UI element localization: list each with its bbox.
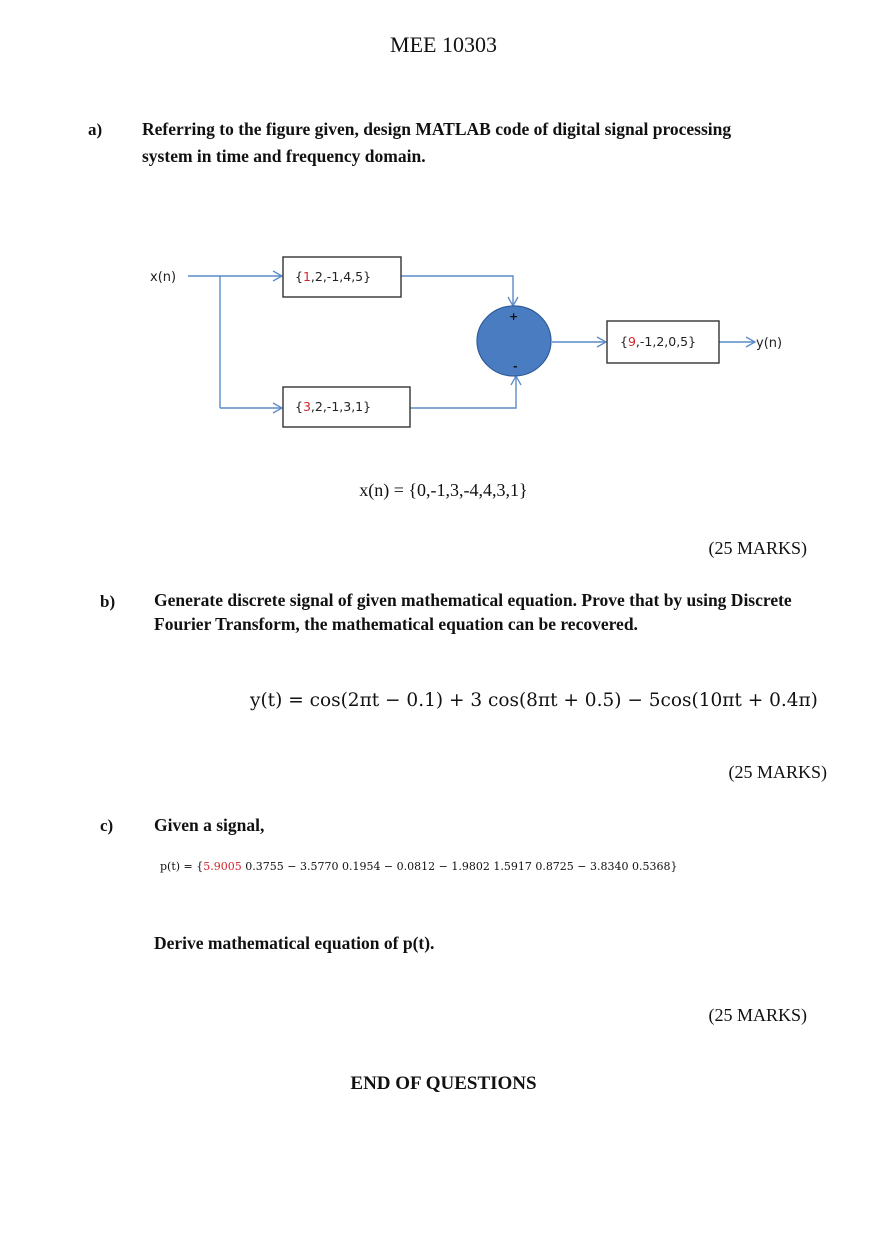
output-filter-coefficients: {9,-1,2,0,5} (620, 334, 697, 349)
output-y-label: y(n) (756, 336, 783, 351)
question-a-line-1: Referring to the figure given, design MATLAB code of digital signal processing (142, 119, 732, 139)
question-b-line-2: Fourier Transform, the mathematical equation can be recovered. (154, 614, 638, 634)
sum-minus-sign: - (513, 360, 518, 373)
bottom-filter-first: 3 (302, 399, 311, 414)
end-of-questions: END OF QUESTIONS (350, 1073, 537, 1094)
question-c-marks: (25 MARKS) (708, 1005, 807, 1025)
block-diagram (0, 240, 887, 450)
signal-p-values: 0.3755 − 3.5770 0.1954 − 0.0812 − 1.9802 1.5917 0.8725 − 3.8340 0.5368} (241, 860, 678, 873)
output-filter-first: 9 (627, 334, 636, 349)
bottom-filter-rest: ,2,-1,3,1} (310, 399, 372, 414)
bottom-filter-coefficients: {3,2,-1,3,1} (295, 399, 372, 414)
question-b-label: b) (100, 592, 116, 611)
question-a-label: a) (88, 120, 103, 139)
question-c-label: c) (100, 816, 114, 835)
question-a-marks: (25 MARKS) (708, 538, 807, 558)
question-b-text (154, 588, 854, 636)
sum-plus-sign: + (509, 310, 519, 323)
question-b-marks: (25 MARKS) (728, 762, 827, 782)
top-filter-rest: ,2,-1,4,5} (310, 269, 372, 284)
course-code: MEE 10303 (390, 32, 497, 57)
top-filter-first: 1 (302, 269, 311, 284)
question-c-intro: Given a signal, (154, 815, 265, 835)
question-b-line-1: Generate discrete signal of given mathematical equation. Prove that by using Discrete (154, 590, 792, 610)
question-a-line-2: system in time and frequency domain. (142, 146, 426, 166)
top-filter-coefficients: {1,2,-1,4,5} (295, 269, 372, 284)
signal-p-prefix: p(t) = { (160, 860, 204, 873)
question-a-text (142, 116, 842, 170)
input-signal: x(n) = {0,-1,3,-4,4,3,1} (359, 480, 528, 500)
equation-y-t: y(t) = cos(2πt − 0.1) + 3 cos(8πt + 0.5) − 5cos(10πt + 0.4π) (250, 690, 818, 711)
question-c-derive: Derive mathematical equation of p(t). (154, 933, 435, 953)
output-filter-rest: ,-1,2,0,5} (635, 334, 697, 349)
input-x-label: x(n) (150, 270, 177, 285)
signal-p-first-value: 5.9005 (203, 860, 242, 873)
signal-p-t (160, 860, 678, 873)
